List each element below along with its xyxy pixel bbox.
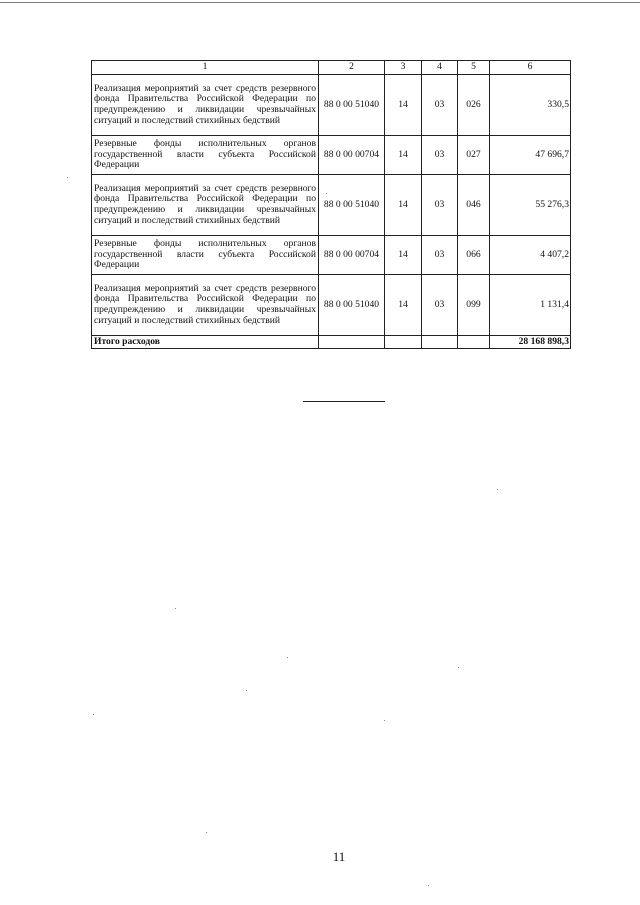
column-header: 2 — [319, 61, 385, 75]
empty-cell — [422, 336, 458, 349]
total-row — [92, 336, 571, 349]
closing-divider — [303, 401, 385, 402]
amount-cell: 330,5 — [490, 75, 571, 136]
scan-speck — [326, 193, 327, 194]
table-header — [92, 61, 571, 75]
empty-cell — [319, 336, 385, 349]
subsection-cell: 03 — [422, 175, 458, 236]
expenditure-table — [91, 60, 571, 349]
total-label: Итого расходов — [92, 336, 319, 349]
subsection-cell: 03 — [422, 275, 458, 336]
target-code-cell: 88 0 00 51040 — [319, 175, 385, 236]
total-amount: 28 168 898,3 — [490, 336, 571, 349]
section-cell: 14 — [385, 275, 422, 336]
amount-cell: 47 696,7 — [490, 136, 571, 175]
column-header: 4 — [422, 61, 458, 75]
table-row — [92, 275, 571, 336]
subsection-cell: 03 — [422, 75, 458, 136]
expense-type-cell: 026 — [458, 75, 490, 136]
expense-name-cell: Реализация мероприятий за счет средств резервного фонда Правительства Российской Федерации по предупреждению и ликвидации чрезвычайных ситуаций и последствий стихийных бедствий — [92, 75, 319, 136]
table-row — [92, 136, 571, 175]
section-cell: 14 — [385, 136, 422, 175]
expense-name-cell: Реализация мероприятий за счет средств резервного фонда Правительства Российской Федерации по предупреждению и ликвидации чрезвычайных ситуаций и последствий стихийных бедствий — [92, 175, 319, 236]
target-code-cell: 88 0 00 00704 — [319, 236, 385, 275]
expense-name-cell: Резервные фонды исполнительных органов государственной власти субъекта Российской Федерации — [92, 236, 319, 275]
empty-cell — [385, 336, 422, 349]
expense-name-cell: Резервные фонды исполнительных органов государственной власти субъекта Российской Федерации — [92, 136, 319, 175]
amount-cell: 1 131,4 — [490, 275, 571, 336]
scan-speck — [67, 177, 68, 178]
table-row — [92, 175, 571, 236]
table-row — [92, 75, 571, 136]
subsection-cell: 03 — [422, 136, 458, 175]
table-body — [92, 75, 571, 349]
section-cell: 14 — [385, 175, 422, 236]
expense-type-cell: 099 — [458, 275, 490, 336]
expense-type-cell: 027 — [458, 136, 490, 175]
scan-speck — [206, 832, 207, 833]
amount-cell: 55 276,3 — [490, 175, 571, 236]
column-header: 1 — [92, 61, 319, 75]
target-code-cell: 88 0 00 51040 — [319, 75, 385, 136]
column-number-row — [92, 61, 571, 75]
column-header: 5 — [458, 61, 490, 75]
empty-cell — [458, 336, 490, 349]
target-code-cell: 88 0 00 00704 — [319, 136, 385, 175]
scan-speck — [428, 885, 429, 886]
scan-speck — [93, 714, 94, 715]
scan-speck — [497, 489, 498, 490]
scan-speck — [287, 657, 288, 658]
expense-type-cell: 046 — [458, 175, 490, 236]
section-cell: 14 — [385, 236, 422, 275]
scan-speck — [458, 667, 459, 668]
column-header: 3 — [385, 61, 422, 75]
table-row — [92, 236, 571, 275]
scan-speck — [246, 690, 247, 691]
column-header: 6 — [490, 61, 571, 75]
section-cell: 14 — [385, 75, 422, 136]
page-number: 11 — [332, 849, 346, 864]
amount-cell: 4 407,2 — [490, 236, 571, 275]
expense-name-cell: Реализация мероприятий за счет средств резервного фонда Правительства Российской Федерации по предупреждению и ликвидации чрезвычайных ситуаций и последствий стихийных бедствий — [92, 275, 319, 336]
scan-speck — [384, 720, 385, 721]
subsection-cell: 03 — [422, 236, 458, 275]
scan-speck — [175, 608, 176, 609]
expense-type-cell: 066 — [458, 236, 490, 275]
target-code-cell: 88 0 00 51040 — [319, 275, 385, 336]
page-top-edge-line — [0, 2, 640, 3]
